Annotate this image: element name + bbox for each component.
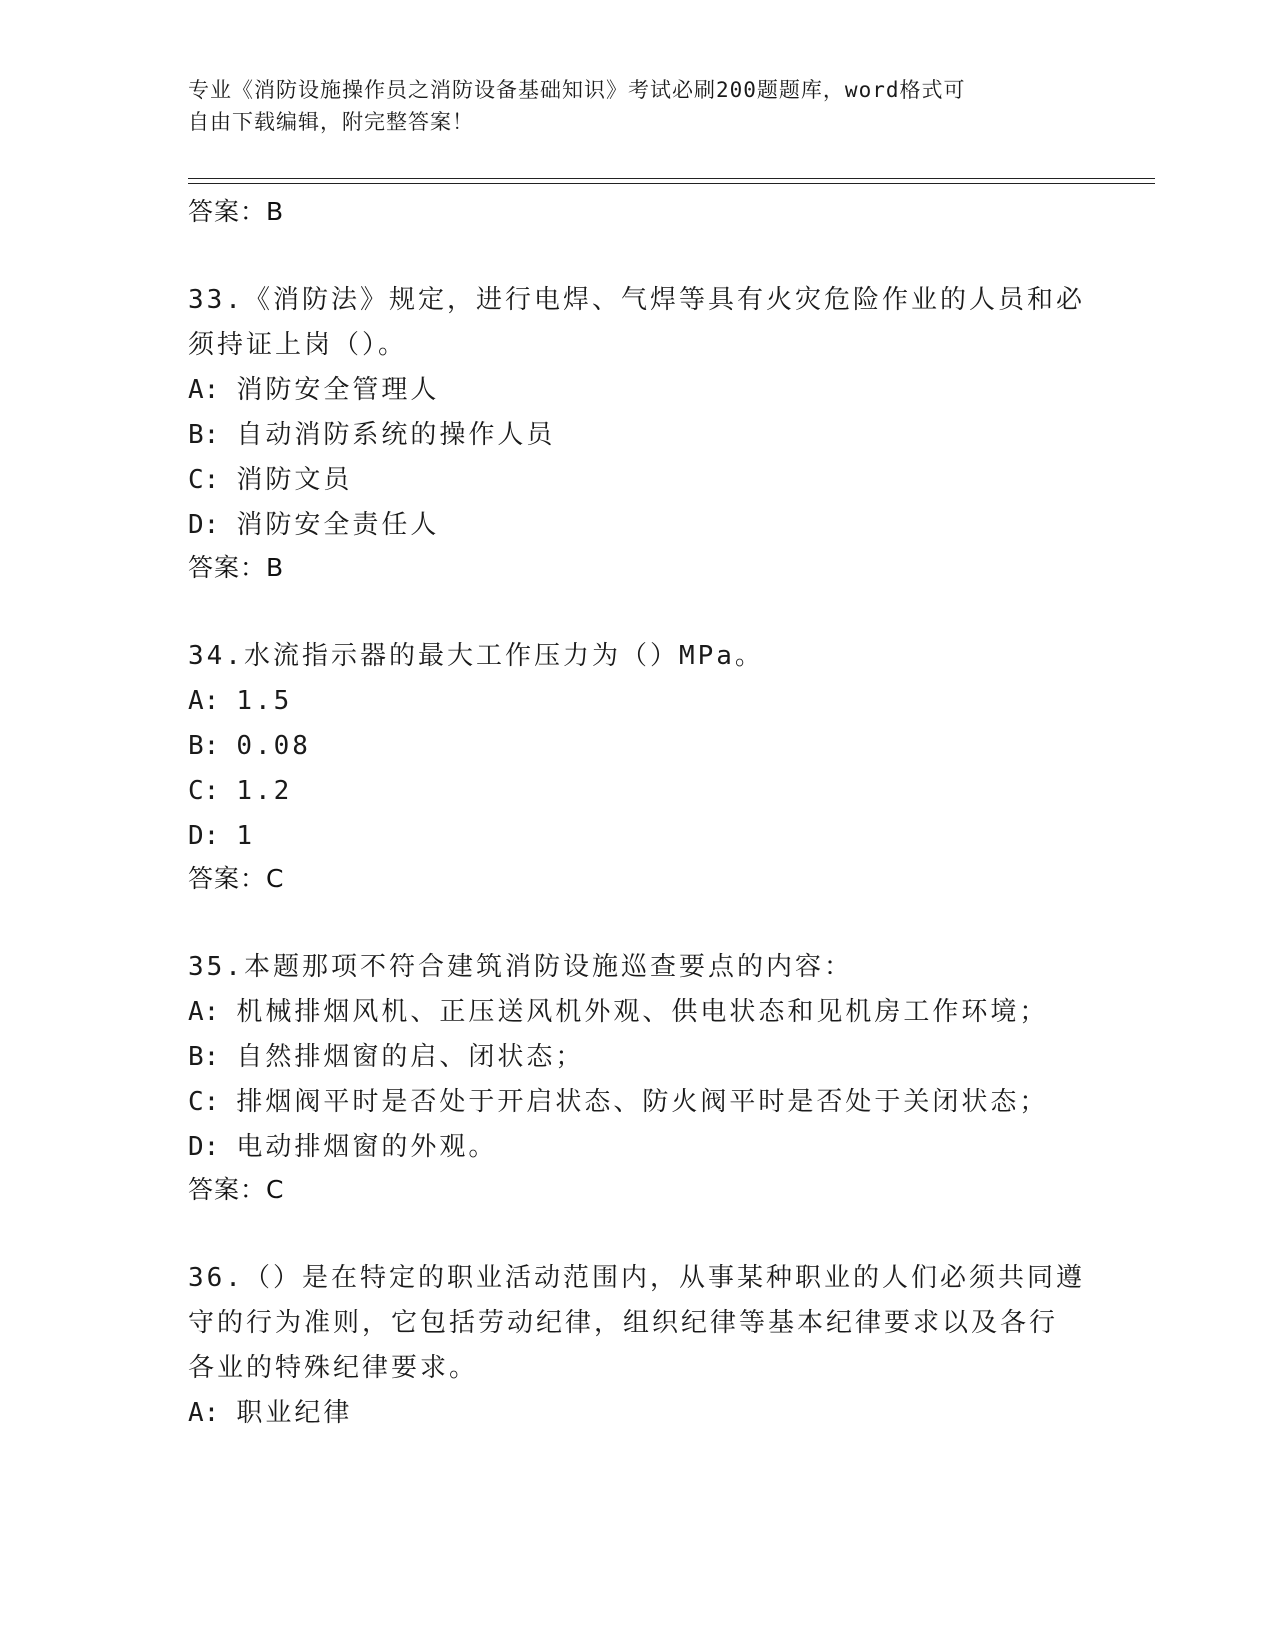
question-36	[188, 1256, 1088, 1436]
option-text: 1.2	[236, 776, 293, 806]
option-letter: D	[188, 821, 204, 851]
option-letter: A	[188, 997, 204, 1027]
option-a: A: 职业纪律	[188, 1398, 353, 1428]
header-divider-top	[188, 178, 1155, 179]
question-stem-line: 36.（）是在特定的职业活动范围内，从事某种职业的人们必须共同遵	[188, 1263, 1085, 1293]
option-letter: C	[188, 776, 204, 806]
question-stem	[188, 634, 1088, 679]
document-header	[188, 74, 1068, 138]
option-text: 消防安全管理人	[236, 375, 440, 405]
option-text: 0.08	[236, 731, 311, 761]
answer-line: 答案：B	[188, 197, 285, 226]
option-c: C: 1.2	[188, 776, 293, 806]
question-stem-line: 35.本题那项不符合建筑消防设施巡查要点的内容：	[188, 952, 853, 982]
option-text: 自然排烟窗的启、闭状态；	[236, 1042, 585, 1072]
answer-line: 答案：B	[188, 553, 285, 582]
question-list	[188, 192, 1088, 1436]
question-stem-line: 33.《消防法》规定，进行电焊、气焊等具有火灾危险作业的人员和必	[188, 285, 1085, 315]
question-34	[188, 634, 1088, 899]
option-letter: A	[188, 375, 204, 405]
option-letter: C	[188, 465, 204, 495]
option-d: D: 消防安全责任人	[188, 510, 440, 540]
question-stem	[188, 1256, 1088, 1391]
option-text: 消防文员	[236, 465, 353, 495]
question-stem	[188, 278, 1088, 368]
option-a: A: 机械排烟风机、正压送风机外观、供电状态和见机房工作环境；	[188, 997, 1049, 1027]
option-text: 自动消防系统的操作人员	[236, 420, 556, 450]
option-b: B: 0.08	[188, 731, 311, 761]
question-stem-line: 各业的特殊纪律要求。	[188, 1353, 479, 1383]
option-d: D: 1	[188, 821, 255, 851]
option-letter: D	[188, 1132, 204, 1162]
option-b: B: 自然排烟窗的启、闭状态；	[188, 1042, 585, 1072]
option-a: A: 消防安全管理人	[188, 375, 440, 405]
option-text: 机械排烟风机、正压送风机外观、供电状态和见机房工作环境；	[236, 997, 1049, 1027]
option-letter: A	[188, 686, 204, 716]
option-a: A: 1.5	[188, 686, 293, 716]
answer-line: 答案：C	[188, 1175, 285, 1204]
header-line-2: 自由下载编辑，附完整答案！	[188, 110, 474, 134]
question-stem-line: 须持证上岗（）。	[188, 330, 408, 360]
option-text: 电动排烟窗的外观。	[236, 1132, 498, 1162]
answer-line: 答案：C	[188, 864, 285, 893]
option-letter: A	[188, 1398, 204, 1428]
question-stem	[188, 945, 1088, 990]
option-text: 1.5	[236, 686, 293, 716]
option-c: C: 消防文员	[188, 465, 353, 495]
option-text: 排烟阀平时是否处于开启状态、防火阀平时是否处于关闭状态；	[236, 1087, 1049, 1117]
question-stem-line: 守的行为准则，它包括劳动纪律，组织纪律等基本纪律要求以及各行	[188, 1308, 1059, 1338]
question-33	[188, 278, 1088, 588]
header-line-1: 专业《消防设施操作员之消防设备基础知识》考试必刷200题题库，word格式可	[188, 78, 966, 102]
option-c: C: 排烟阀平时是否处于开启状态、防火阀平时是否处于关闭状态；	[188, 1087, 1049, 1117]
option-text: 1	[236, 821, 255, 851]
option-d: D: 电动排烟窗的外观。	[188, 1132, 498, 1162]
question-stem-line: 34.水流指示器的最大工作压力为（）MPa。	[188, 641, 764, 671]
option-text: 消防安全责任人	[236, 510, 440, 540]
option-letter: C	[188, 1087, 204, 1117]
option-letter: B	[188, 1042, 204, 1072]
option-letter: B	[188, 731, 204, 761]
option-letter: D	[188, 510, 204, 540]
header-divider-bottom	[188, 183, 1155, 184]
option-text: 职业纪律	[236, 1398, 353, 1428]
option-letter: B	[188, 420, 204, 450]
option-b: B: 自动消防系统的操作人员	[188, 420, 556, 450]
question-35	[188, 945, 1088, 1210]
